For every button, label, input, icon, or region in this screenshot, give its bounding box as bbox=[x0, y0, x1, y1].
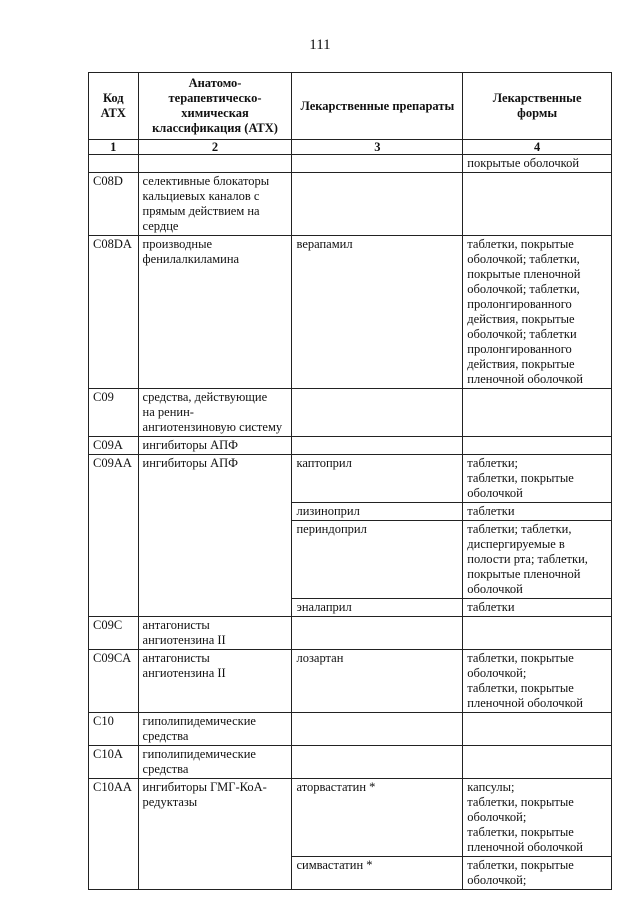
atc-table bbox=[88, 72, 612, 890]
column-number-2: 2 bbox=[138, 140, 292, 155]
table-row bbox=[89, 437, 612, 455]
forms-cell bbox=[463, 713, 612, 746]
code-cell: C09C bbox=[89, 617, 139, 650]
forms-cell: таблетки, покрытые оболочкой; bbox=[463, 857, 612, 890]
code-cell: C10A bbox=[89, 746, 139, 779]
column-number-4: 4 bbox=[463, 140, 612, 155]
drug-cell: аторвастатин * bbox=[292, 779, 463, 857]
classification-cell: антагонисты ангиотензина II bbox=[138, 650, 292, 713]
table-row bbox=[89, 713, 612, 746]
drug-cell: верапамил bbox=[292, 236, 463, 389]
classification-cell: средства, действующие на ренин- ангиотензиновую систему bbox=[138, 389, 292, 437]
header-drugs: Лекарственные препараты bbox=[292, 73, 463, 140]
drug-cell bbox=[292, 713, 463, 746]
drug-cell: эналаприл bbox=[292, 599, 463, 617]
classification-cell: антагонисты ангиотензина II bbox=[138, 617, 292, 650]
drug-cell: симвастатин * bbox=[292, 857, 463, 890]
column-number-3: 3 bbox=[292, 140, 463, 155]
drug-cell bbox=[292, 389, 463, 437]
table-row bbox=[89, 746, 612, 779]
forms-cell bbox=[463, 437, 612, 455]
drug-cell: периндоприл bbox=[292, 521, 463, 599]
table-row bbox=[89, 617, 612, 650]
forms-cell: покрытые оболочкой bbox=[463, 155, 612, 173]
forms-cell: таблетки, покрытые оболочкой; таблетки, покрытые пленочной оболочкой bbox=[463, 650, 612, 713]
forms-cell bbox=[463, 617, 612, 650]
classification-cell: ингибиторы АПФ bbox=[138, 437, 292, 455]
forms-cell bbox=[463, 173, 612, 236]
table-row bbox=[89, 389, 612, 437]
drug-cell bbox=[292, 437, 463, 455]
code-cell: C10AA bbox=[89, 779, 139, 890]
classification-cell: гиполипидемические средства bbox=[138, 713, 292, 746]
column-number-1: 1 bbox=[89, 140, 139, 155]
classification-cell: ингибиторы ГМГ-КоА- редуктазы bbox=[138, 779, 292, 890]
classification-cell: ингибиторы АПФ bbox=[138, 455, 292, 617]
header-forms: Лекарственные формы bbox=[463, 73, 612, 140]
forms-cell: таблетки; таблетки, диспергируемые в полости рта; таблетки, покрытые пленочной оболочкой bbox=[463, 521, 612, 599]
code-cell: C09AA bbox=[89, 455, 139, 617]
code-cell: C09CA bbox=[89, 650, 139, 713]
forms-cell bbox=[463, 389, 612, 437]
table-row bbox=[89, 155, 612, 173]
drug-cell bbox=[292, 173, 463, 236]
forms-cell: таблетки, покрытые оболочкой; таблетки, покрытые пленочной оболочкой; таблетки, пролонгированного действия, покрытые оболочкой; таблетки пролонгированного действия, покрытые пленочной оболочкой bbox=[463, 236, 612, 389]
table-row bbox=[89, 650, 612, 713]
code-cell bbox=[89, 155, 139, 173]
classification-cell: производные фенилалкиламина bbox=[138, 236, 292, 389]
column-number-row bbox=[89, 140, 612, 155]
drug-cell bbox=[292, 617, 463, 650]
header-classification: Анатомо- терапевтическо- химическая классификация (АТХ) bbox=[138, 73, 292, 140]
code-cell: C08DA bbox=[89, 236, 139, 389]
header-row bbox=[89, 73, 612, 140]
drug-cell: лизиноприл bbox=[292, 503, 463, 521]
code-cell: C09 bbox=[89, 389, 139, 437]
table-row bbox=[89, 236, 612, 389]
classification-cell: гиполипидемические средства bbox=[138, 746, 292, 779]
table-row bbox=[89, 455, 612, 503]
forms-cell: капсулы; таблетки, покрытые оболочкой; таблетки, покрытые пленочной оболочкой bbox=[463, 779, 612, 857]
drug-cell: лозартан bbox=[292, 650, 463, 713]
code-cell: C10 bbox=[89, 713, 139, 746]
table-row bbox=[89, 779, 612, 857]
code-cell: C09A bbox=[89, 437, 139, 455]
header-code: Код АТХ bbox=[89, 73, 139, 140]
drug-cell: каптоприл bbox=[292, 455, 463, 503]
forms-cell: таблетки bbox=[463, 503, 612, 521]
forms-cell: таблетки; таблетки, покрытые оболочкой bbox=[463, 455, 612, 503]
drug-cell bbox=[292, 746, 463, 779]
code-cell: C08D bbox=[89, 173, 139, 236]
table-row bbox=[89, 173, 612, 236]
drug-cell bbox=[292, 155, 463, 173]
classification-cell: селективные блокаторы кальциевых каналов с прямым действием на сердце bbox=[138, 173, 292, 236]
forms-cell bbox=[463, 746, 612, 779]
forms-cell: таблетки bbox=[463, 599, 612, 617]
classification-cell bbox=[138, 155, 292, 173]
page-number: 111 bbox=[309, 37, 331, 53]
